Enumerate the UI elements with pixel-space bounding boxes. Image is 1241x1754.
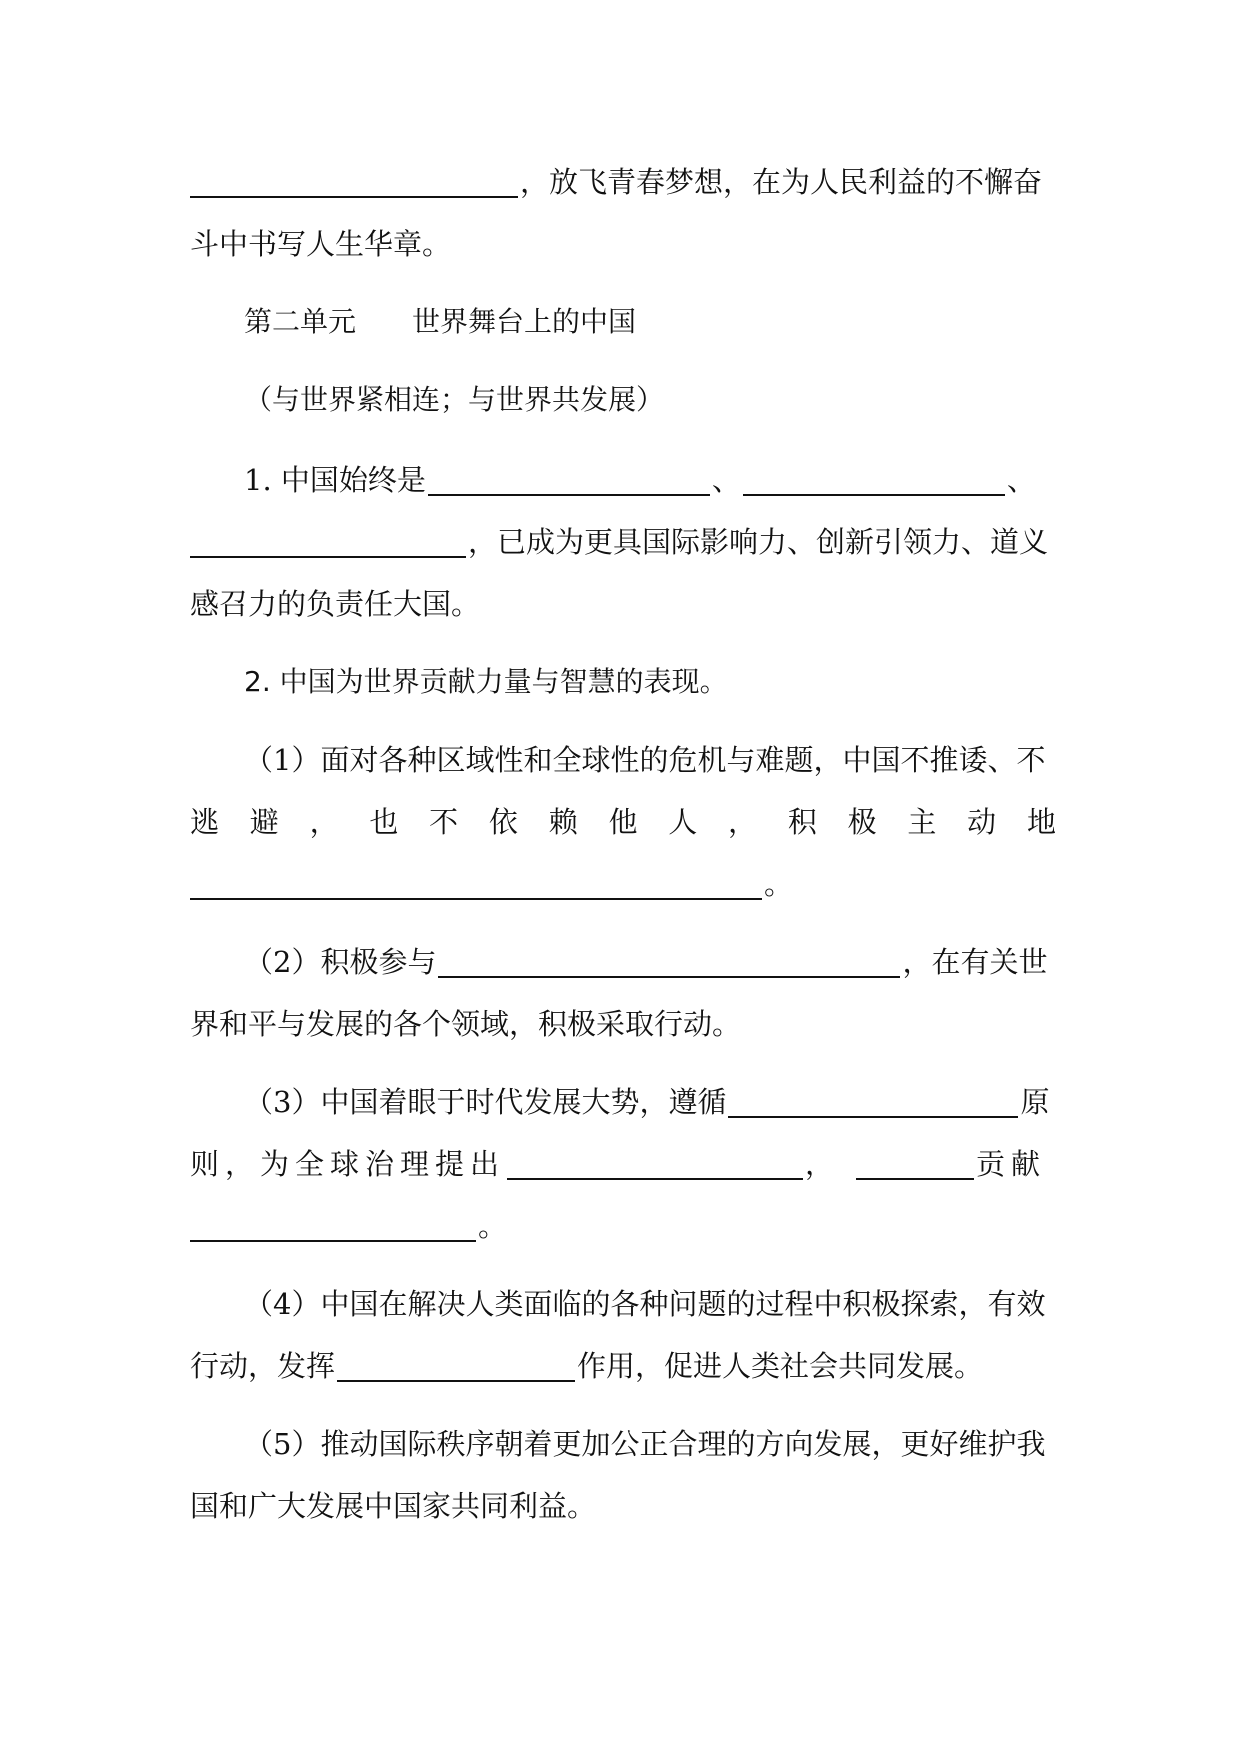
char: 极 <box>847 805 877 839</box>
item3-end: 。 <box>478 1209 508 1243</box>
item4-text: （4）中国在解决人类面临的各种问题的过程中积极探索，有效 <box>244 1287 1046 1321</box>
char: 依 <box>488 805 518 839</box>
q2-item1-line-2 <box>190 802 1056 842</box>
char: 动 <box>967 805 997 839</box>
answer-blank[interactable] <box>728 1086 1018 1118</box>
q1-sep: 、 <box>711 463 741 497</box>
q2-item3-line-3 <box>190 1206 1056 1246</box>
answer-blank[interactable] <box>856 1148 974 1180</box>
q1-line-1 <box>244 460 1056 500</box>
q2-heading-line <box>244 662 1056 702</box>
q2-item4-line-2 <box>190 1346 1056 1386</box>
item2-suffix: ，在有关世 <box>902 945 1048 979</box>
p0-line-1 <box>190 162 1056 202</box>
q2-item1-line-1 <box>244 740 1056 780</box>
char: 地 <box>1026 805 1056 839</box>
item3-prefix: （3）中国着眼于时代发展大势，遵循 <box>244 1085 727 1119</box>
char: ， <box>728 805 758 839</box>
char: 不 <box>429 805 459 839</box>
unit-title: 世界舞台上的中国 <box>412 305 637 338</box>
q1-prefix: 1. 中国始终是 <box>244 463 426 497</box>
char: 避 <box>249 805 279 839</box>
answer-blank[interactable] <box>190 1210 476 1242</box>
char: ， <box>309 805 339 839</box>
unit-subtitle: （与世界紧相连；与世界共发展） <box>244 383 665 416</box>
q1-text-end: 感召力的负责任大国。 <box>190 587 481 621</box>
q2-item5-line-1 <box>244 1424 1056 1464</box>
char: 人 <box>668 805 698 839</box>
unit-heading <box>244 302 944 342</box>
q2-item5-line-2 <box>190 1486 1056 1526</box>
item2-prefix: （2）积极参与 <box>244 945 437 979</box>
item5-text: （5）推动国际秩序朝着更加公正合理的方向发展，更好维护我 <box>244 1427 1046 1461</box>
item3-l2-suffix: 贡献 <box>976 1147 1047 1181</box>
q1-sep: 、 <box>1006 463 1036 497</box>
p0-line-2 <box>190 224 1056 264</box>
item3-suffix: 原 <box>1020 1085 1050 1119</box>
char: 积 <box>787 805 817 839</box>
item1-text: （1）面对各种区域性和全球性的危机与难题，中国不推诿、不 <box>244 743 1046 777</box>
unit-label: 第二单元 <box>244 305 357 338</box>
p0-text: ，放飞青春梦想，在为人民利益的不懈奋 <box>520 165 1043 199</box>
q2-item4-line-1 <box>244 1284 1056 1324</box>
answer-blank[interactable] <box>190 166 518 198</box>
answer-blank[interactable] <box>507 1148 803 1180</box>
answer-blank[interactable] <box>337 1350 575 1382</box>
answer-blank[interactable] <box>190 868 762 900</box>
unit-subtitle-line <box>244 380 944 420</box>
item3-l2-prefix: 则，为全球治理提出 <box>190 1147 506 1181</box>
char: 他 <box>608 805 638 839</box>
item4-l2-suffix: 作用，促进人类社会共同发展。 <box>577 1349 984 1383</box>
q2-item3-line-2 <box>190 1144 1056 1184</box>
q2-item2-line-2 <box>190 1004 1056 1044</box>
item3-l2-mid: ， <box>805 1147 841 1181</box>
answer-blank[interactable] <box>743 464 1005 496</box>
char: 主 <box>907 805 937 839</box>
q2-item3-line-1 <box>244 1082 1056 1122</box>
answer-blank[interactable] <box>438 946 900 978</box>
item4-l2-prefix: 行动，发挥 <box>190 1349 336 1383</box>
char: 也 <box>369 805 399 839</box>
item2-text: 界和平与发展的各个领域，积极采取行动。 <box>190 1007 742 1041</box>
answer-blank[interactable] <box>190 526 466 558</box>
item5-text-end: 国和广大发展中国家共同利益。 <box>190 1489 597 1523</box>
q2-heading: 2. 中国为世界贡献力量与智慧的表现。 <box>244 665 728 698</box>
q1-line-2 <box>190 522 1056 562</box>
q2-item2-line-1 <box>244 942 1056 982</box>
char: 逃 <box>190 805 220 839</box>
answer-blank[interactable] <box>428 464 710 496</box>
q1-text: ，已成为更具国际影响力、创新引领力、道义 <box>468 525 1049 559</box>
q2-item1-line-3 <box>190 864 1056 904</box>
item1-end: 。 <box>764 867 794 901</box>
char: 赖 <box>548 805 578 839</box>
q1-line-3 <box>190 584 1056 624</box>
p0-text-end: 斗中书写人生华章。 <box>190 227 452 261</box>
